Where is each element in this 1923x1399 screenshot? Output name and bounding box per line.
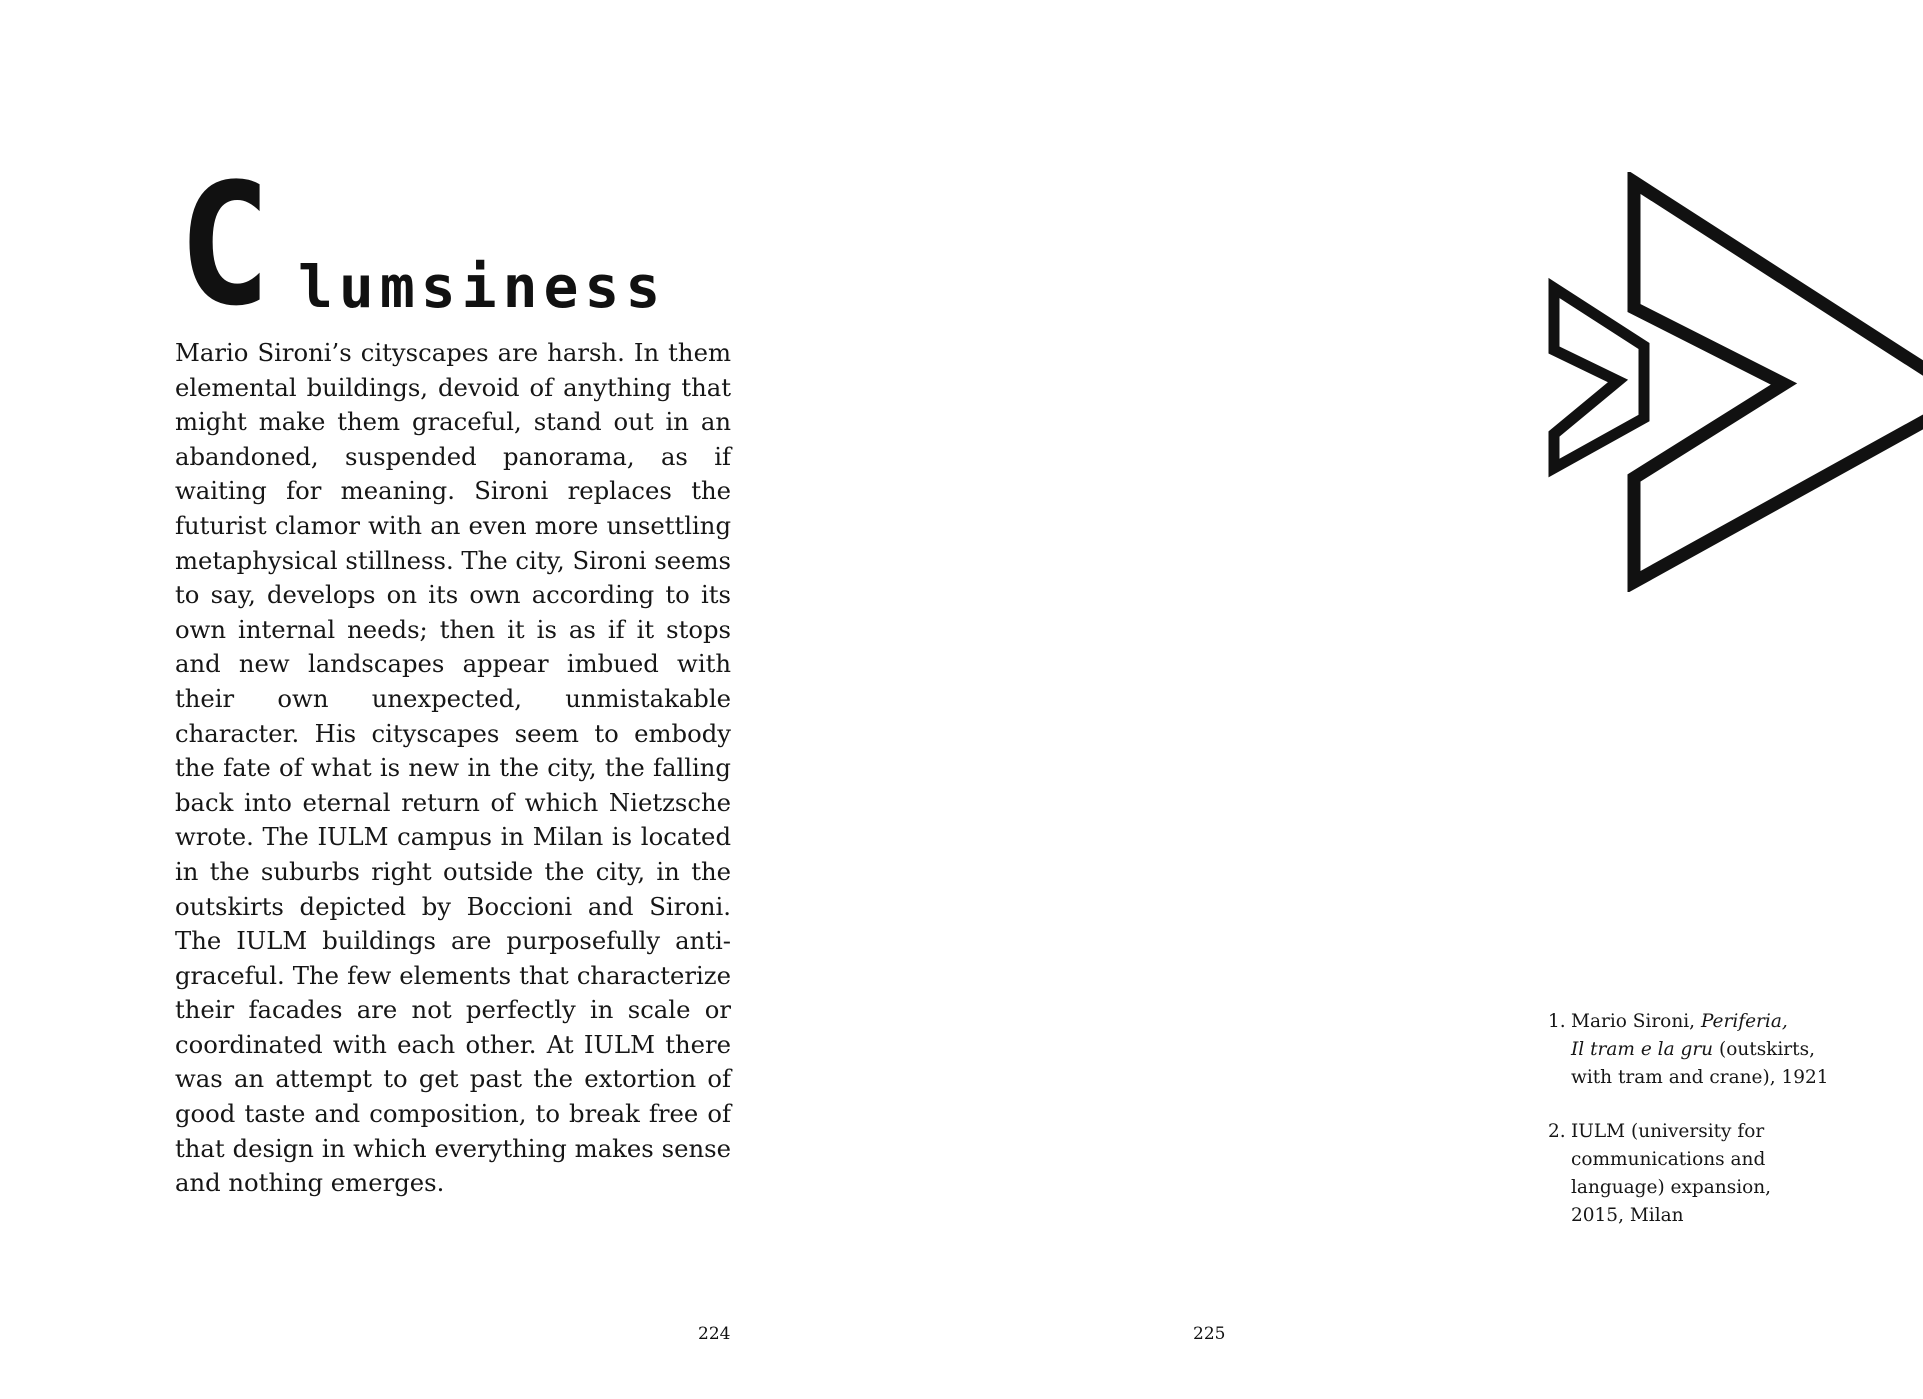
caption-list	[1548, 1008, 1848, 1256]
page-number-right: 225	[1193, 1324, 1226, 1344]
caption-line: 2015, Milan	[1571, 1205, 1684, 1226]
caption-number: 1.	[1548, 1011, 1566, 1032]
caption-line: IULM (university for	[1571, 1121, 1765, 1142]
chapter-title	[178, 147, 778, 343]
caption-italic-title: Il tram e la gru	[1571, 1039, 1714, 1060]
caption-line: communications and	[1571, 1149, 1766, 1170]
large-chevron-shape	[1634, 182, 1923, 582]
caption-line	[1571, 1008, 1848, 1036]
caption-1	[1548, 1008, 1848, 1092]
double-chevron-right-outline-icon	[1548, 172, 1923, 592]
caption-line: language) expansion,	[1571, 1177, 1772, 1198]
caption-text: (outskirts,	[1718, 1039, 1815, 1060]
page-number-left: 224	[698, 1324, 731, 1344]
title-rest: lumsiness	[298, 253, 667, 321]
right-page	[961, 0, 1923, 1399]
caption-number: 2.	[1548, 1121, 1566, 1142]
caption-italic-title: Periferia,	[1700, 1011, 1788, 1032]
left-page	[0, 0, 961, 1399]
caption-text: Mario Sironi,	[1571, 1011, 1696, 1032]
caption-line	[1571, 1036, 1848, 1064]
title-initial-letter: C	[178, 147, 272, 343]
small-chevron-shape	[1554, 288, 1644, 468]
caption-2	[1548, 1118, 1848, 1230]
body-paragraph: Mario Sironi’s cityscapes are harsh. In them elemental buildings, devoid of anything that might make them graceful, stand out in an abandoned, suspended panorama, as if waiting for meaning. Sironi replaces the futurist clamor with an even more unsettling metaphysical stillness. The city, Sironi seems to say, develops on its own according to its own internal needs; then it is as if it stops and new landscapes appear imbued with their own unexpected, unmistakable character. His cityscapes seem to embody the fate of what is new in the city, the falling back into eternal return of which Nietzsche wrote. The IULM campus in Milan is located in the suburbs right outside the city, in the outskirts depicted by Boccioni and Sironi. The IULM buildings are purposefully anti-graceful. The few elements that characterize their facades are not perfectly in scale or coordinated with each other. At IULM there was an attempt to get past the extortion of good taste and composition, to break free of that design in which everything makes sense and nothing emerges.	[175, 338, 731, 1198]
caption-line: with tram and crane), 1921	[1571, 1067, 1829, 1088]
